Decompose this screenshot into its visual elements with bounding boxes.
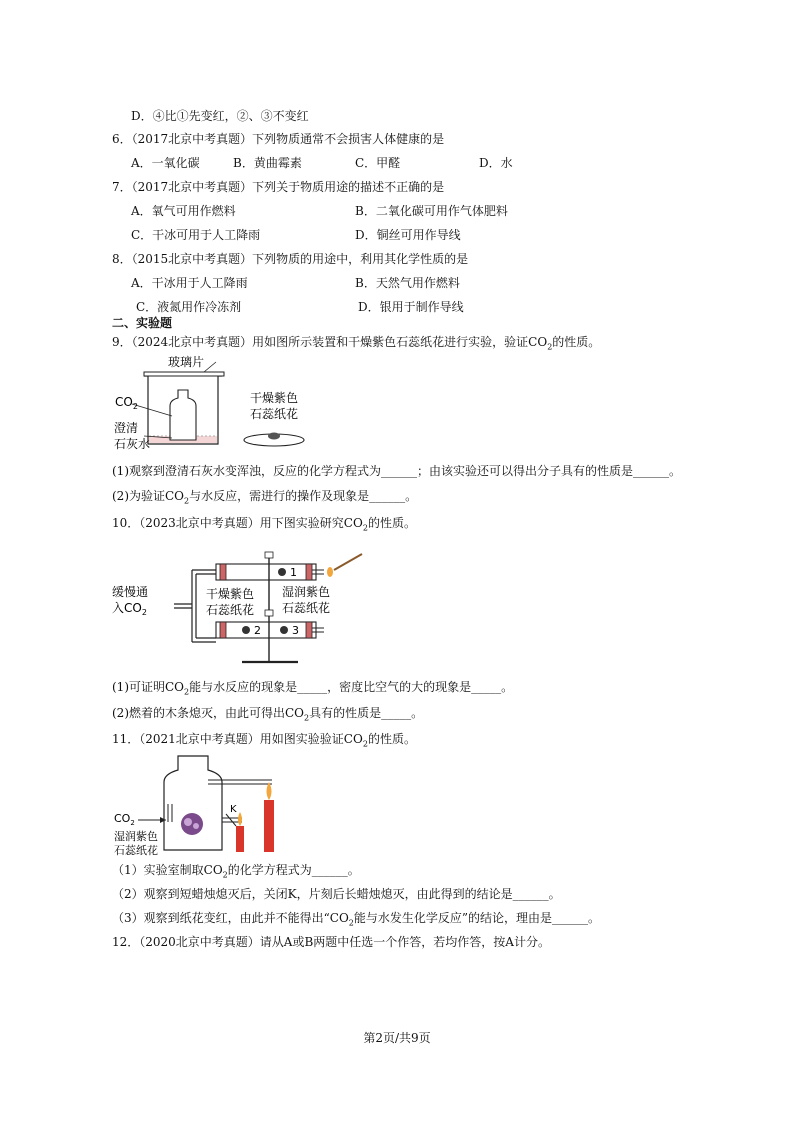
q10-flower-3 bbox=[280, 626, 288, 634]
q11-co2-label: $CO_2$ bbox=[114, 812, 135, 827]
q9-co2-label: $CO_2$ bbox=[115, 395, 138, 411]
q11-short-flame bbox=[238, 812, 242, 826]
q9-glass-plate bbox=[144, 372, 224, 376]
q11-part-3: （3）观察到纸花变红，由此并不能得出“$CO_2$能与水发生化学反应”的结论，理由是______。 bbox=[112, 911, 601, 928]
q10-flower-1 bbox=[278, 568, 286, 576]
q9-part-2: (2)为验证$CO_2$与水反应，需进行的操作及现象是______。 bbox=[112, 489, 418, 506]
q7-option-a: A．氧气可用作燃料 bbox=[131, 204, 236, 218]
q11-part-2: （2）观察到短蜡烛熄灭后，关闭K，片刻后长蜡烛熄灭，由此得到的结论是______。 bbox=[112, 887, 561, 901]
q11-k-label: K bbox=[230, 804, 237, 815]
q10-wet-label-1: 湿润紫色 bbox=[282, 585, 331, 599]
q10-stem: 10．（2023北京中考真题）用下图实验研究$CO_2$的性质。 bbox=[112, 516, 416, 533]
q10-wet-label-2: 石蕊纸花 bbox=[282, 601, 331, 615]
q9-dry-flower bbox=[268, 433, 280, 440]
q10-num-1: 1 bbox=[290, 566, 297, 579]
q8-option-b: B．天然气用作燃料 bbox=[355, 276, 460, 290]
q10-part-1: (1)可证明$CO_2$能与水反应的现象是_____，密度比空气的大的现象是_____。 bbox=[112, 680, 514, 697]
q6-option-c: C．甲醛 bbox=[355, 156, 401, 170]
q8-option-c: C．液氮用作冷冻剂 bbox=[136, 300, 242, 314]
q11-wet-label-2: 石蕊纸花 bbox=[114, 844, 158, 856]
q6-stem: 6．（2017北京中考真题）下列物质通常不会损害人体健康的是 bbox=[112, 132, 445, 146]
q7-option-b: B．二氧化碳可用作气体肥料 bbox=[355, 204, 508, 218]
q7-option-c: C．干冰可用于人工降雨 bbox=[131, 228, 261, 242]
q11-stem: 11．（2021北京中考真题）用如图实验验证$CO_2$的性质。 bbox=[112, 732, 416, 749]
q10-inlet-label-1: 缓慢通 bbox=[112, 585, 149, 599]
q10-top-tube bbox=[216, 564, 316, 580]
q6-option-b: B．黄曲霉素 bbox=[233, 156, 302, 170]
q10-dry-label-1: 干燥紫色 bbox=[206, 587, 255, 601]
q10-bottom-tube bbox=[216, 622, 316, 638]
q8-stem: 8．（2015北京中考真题）下列物质的用途中，利用其化学性质的是 bbox=[112, 252, 469, 266]
q10-figure bbox=[112, 538, 372, 672]
q10-num-3: 3 bbox=[292, 624, 299, 637]
q9-flower-label-1: 干燥紫色 bbox=[250, 391, 299, 405]
q11-clamp-k bbox=[226, 814, 236, 826]
q11-short-candle bbox=[236, 826, 244, 852]
q9-lime-label-1: 澄清 bbox=[114, 421, 139, 435]
q9-glass-label: 玻璃片 bbox=[168, 355, 205, 369]
q9-lime-label-2: 石灰水 bbox=[114, 437, 151, 451]
q9-stem: 9．（2024北京中考真题）用如图所示装置和干燥紫色石蕊纸花进行实验，验证$CO_2$的性质。 bbox=[112, 335, 601, 352]
q11-figure bbox=[112, 752, 292, 856]
q10-dry-label-2: 石蕊纸花 bbox=[206, 603, 255, 617]
q11-bottle bbox=[164, 756, 222, 850]
q10-inlet-label-2: 入$CO_2$ bbox=[112, 601, 147, 617]
q12-stem: 12．（2020北京中考真题）请从A或B两题中任选一个作答，若均作答，按A计分。 bbox=[112, 935, 550, 949]
q5-option-d: D．④比①先变红，②、③不变红 bbox=[131, 109, 309, 123]
q10-wood-splint bbox=[334, 554, 362, 570]
q9-gas-bottle bbox=[170, 390, 196, 440]
q10-part-2: (2)燃着的木条熄灭，由此可得出$CO_2$具有的性质是_____。 bbox=[112, 706, 424, 723]
page-footer: 第2页/共9页 bbox=[363, 1031, 431, 1045]
q9-part-1: (1)观察到澄清石灰水变浑浊，反应的化学方程式为______；由该实验还可以得出分子具有的性质是______。 bbox=[112, 464, 682, 478]
q10-inlet-pipe bbox=[192, 570, 196, 642]
q10-flame bbox=[327, 567, 333, 577]
q7-stem: 7．（2017北京中考真题）下列关于物质用途的描述不正确的是 bbox=[112, 180, 445, 194]
q7-option-d: D．铜丝可用作导线 bbox=[355, 228, 461, 242]
q6-option-d: D．水 bbox=[479, 156, 513, 170]
q9-flower-label-2: 石蕊纸花 bbox=[250, 407, 299, 421]
q11-long-flame bbox=[267, 782, 272, 800]
q6-option-a: A．一氧化碳 bbox=[131, 156, 200, 170]
q11-wet-label-1: 湿润紫色 bbox=[114, 830, 158, 843]
q10-flower-2 bbox=[242, 626, 250, 634]
q11-part-1: （1）实验室制取$CO_2$的化学方程式为______。 bbox=[112, 863, 360, 880]
q9-figure bbox=[112, 354, 312, 452]
q10-num-2: 2 bbox=[254, 624, 261, 637]
q8-option-a: A．干冰用于人工降雨 bbox=[131, 276, 248, 290]
section-heading: 二、实验题 bbox=[112, 316, 173, 330]
q11-wet-flower bbox=[181, 813, 203, 835]
q8-option-d: D．银用于制作导线 bbox=[358, 300, 464, 314]
q11-long-candle bbox=[264, 800, 274, 852]
